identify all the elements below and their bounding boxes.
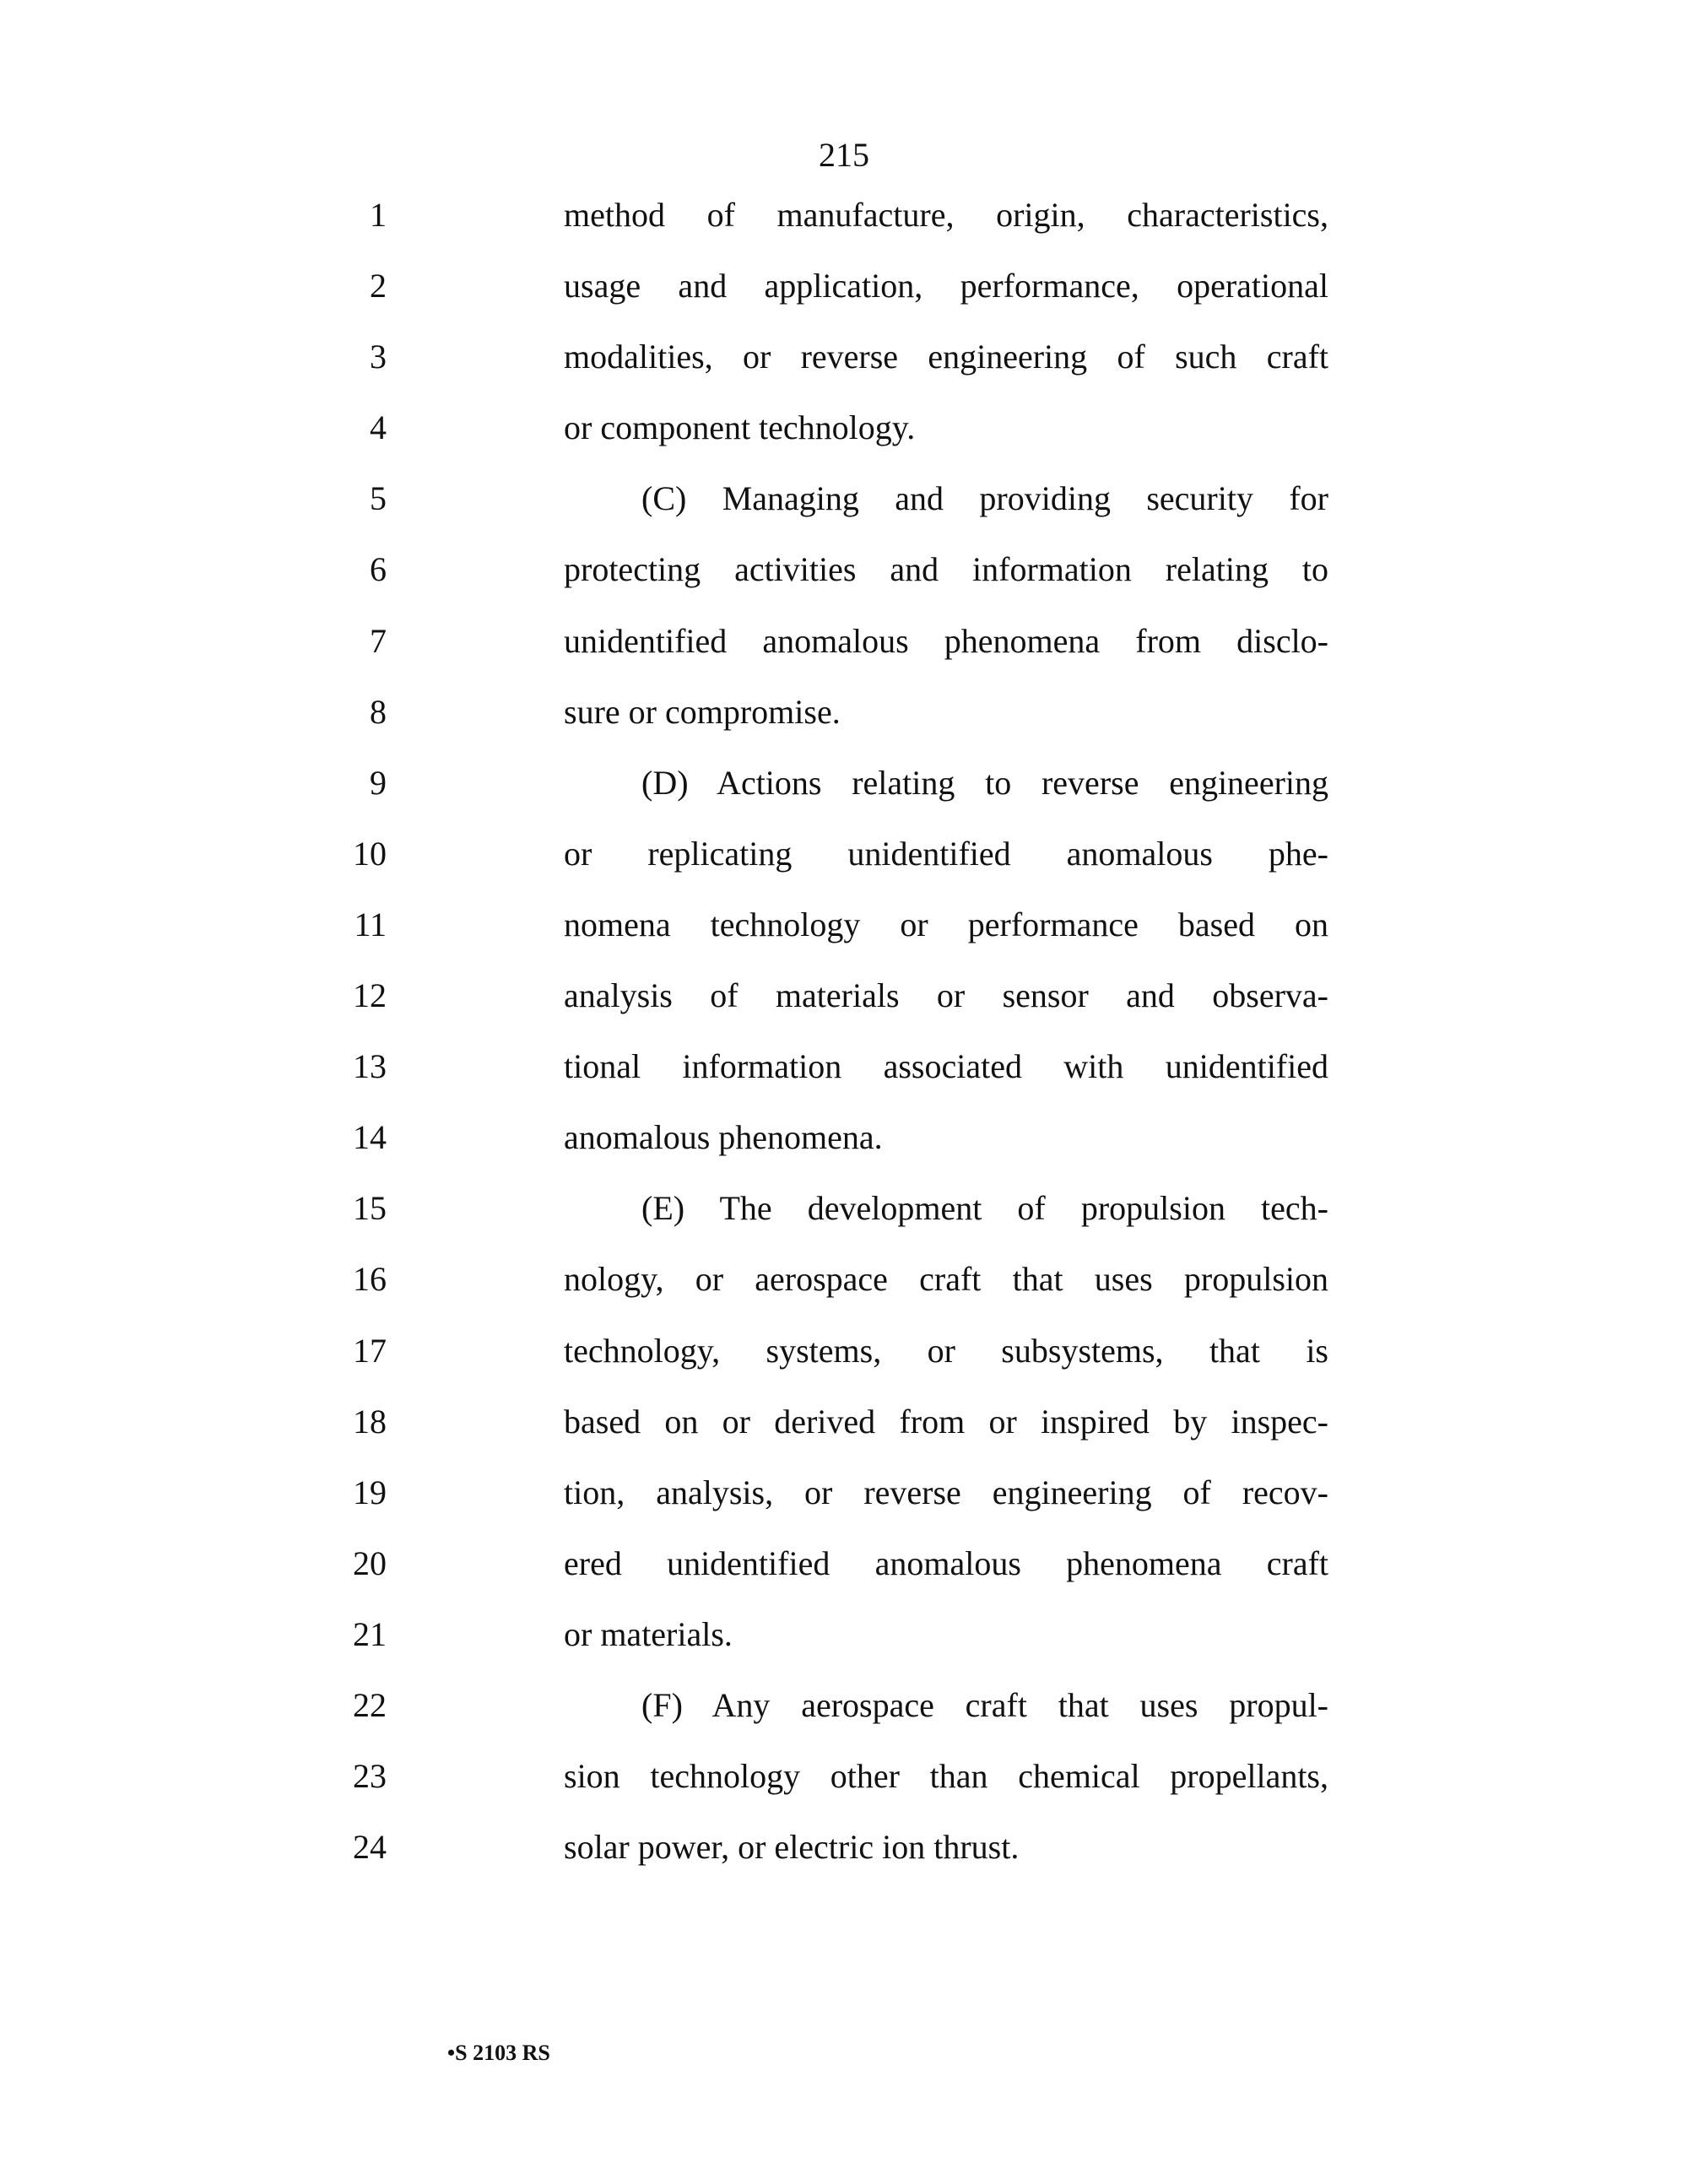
line-text bbox=[564, 1397, 1328, 1447]
numbered-line bbox=[0, 970, 1688, 1041]
line-number: 4 bbox=[370, 408, 387, 447]
line-number: 6 bbox=[370, 550, 387, 589]
line-number: 9 bbox=[370, 763, 387, 802]
numbered-line bbox=[0, 1326, 1688, 1397]
line-text bbox=[564, 970, 1328, 1021]
line-text bbox=[641, 473, 1328, 524]
line-number: 2 bbox=[370, 267, 387, 305]
line-number: 7 bbox=[370, 621, 387, 660]
line-number: 12 bbox=[353, 976, 387, 1015]
numbered-line bbox=[0, 1397, 1688, 1468]
bill-text-body bbox=[0, 190, 1688, 1893]
numbered-line bbox=[0, 1468, 1688, 1538]
line-number: 13 bbox=[353, 1047, 387, 1086]
line-text-content: solar power, or electric ion thrust. bbox=[564, 1828, 1020, 1867]
line-text bbox=[564, 403, 1328, 453]
line-number: 20 bbox=[353, 1543, 387, 1582]
line-text bbox=[564, 332, 1328, 382]
numbered-line bbox=[0, 616, 1688, 687]
line-text bbox=[564, 1822, 1328, 1873]
line-text-content: usage and application, performance, operational bbox=[564, 267, 1328, 305]
line-text-content: nomena technology or performance based on bbox=[564, 905, 1328, 943]
line-number: 16 bbox=[353, 1260, 387, 1299]
line-text-content: tion, analysis, or reverse engineering of recov- bbox=[564, 1473, 1328, 1511]
line-text bbox=[564, 616, 1328, 667]
numbered-line bbox=[0, 758, 1688, 829]
numbered-line bbox=[0, 1680, 1688, 1751]
line-text bbox=[564, 544, 1328, 595]
numbered-line bbox=[0, 544, 1688, 615]
line-text-content: ered unidentified anomalous phenomena craft bbox=[564, 1543, 1328, 1582]
line-number: 18 bbox=[353, 1402, 387, 1441]
line-text bbox=[564, 829, 1328, 879]
line-number: 5 bbox=[370, 479, 387, 518]
numbered-line bbox=[0, 403, 1688, 473]
line-text-content: (F) Any aerospace craft that uses propul- bbox=[641, 1685, 1328, 1724]
line-number: 15 bbox=[353, 1189, 387, 1228]
line-text-content: sion technology other than chemical propellants, bbox=[564, 1757, 1328, 1796]
line-text bbox=[564, 190, 1328, 241]
numbered-line bbox=[0, 687, 1688, 758]
line-number: 11 bbox=[354, 905, 387, 943]
numbered-line bbox=[0, 1254, 1688, 1325]
line-text-content: nology, or aerospace craft that uses propulsion bbox=[564, 1260, 1328, 1299]
numbered-line bbox=[0, 1538, 1688, 1609]
line-number: 1 bbox=[370, 196, 387, 234]
line-number: 23 bbox=[353, 1757, 387, 1796]
line-text bbox=[564, 1112, 1328, 1163]
numbered-line bbox=[0, 1751, 1688, 1822]
line-number: 22 bbox=[353, 1685, 387, 1724]
line-text-content: (C) Managing and providing security for bbox=[641, 479, 1328, 518]
numbered-line bbox=[0, 1112, 1688, 1183]
line-number: 19 bbox=[353, 1473, 387, 1511]
numbered-line bbox=[0, 332, 1688, 403]
numbered-line bbox=[0, 900, 1688, 970]
bill-identifier-footer: •S 2103 RS bbox=[447, 2041, 550, 2065]
line-text bbox=[564, 1254, 1328, 1305]
line-text-content: modalities, or reverse engineering of such craft bbox=[564, 338, 1328, 376]
line-number: 24 bbox=[353, 1828, 387, 1867]
line-text bbox=[564, 1326, 1328, 1376]
line-number: 10 bbox=[353, 834, 387, 873]
line-text bbox=[641, 1183, 1328, 1234]
line-number: 14 bbox=[353, 1118, 387, 1157]
line-text-content: sure or compromise. bbox=[564, 692, 841, 731]
line-text-content: tional information associated with unidentified bbox=[564, 1047, 1328, 1086]
page-number: 215 bbox=[819, 136, 869, 174]
line-text-content: (D) Actions relating to reverse engineering bbox=[641, 763, 1328, 802]
numbered-line bbox=[0, 829, 1688, 900]
numbered-line bbox=[0, 1041, 1688, 1112]
line-text bbox=[564, 1468, 1328, 1518]
line-text-content: technology, systems, or subsystems, that is bbox=[564, 1331, 1328, 1370]
line-text-content: or component technology. bbox=[564, 408, 916, 447]
line-text bbox=[564, 1751, 1328, 1802]
line-text-content: based on or derived from or inspired by inspec- bbox=[564, 1402, 1328, 1441]
line-text-content: anomalous phenomena. bbox=[564, 1118, 883, 1157]
numbered-line bbox=[0, 1183, 1688, 1254]
line-number: 17 bbox=[353, 1331, 387, 1370]
numbered-line bbox=[0, 190, 1688, 261]
line-text-content: or materials. bbox=[564, 1614, 733, 1653]
line-text bbox=[564, 1538, 1328, 1589]
numbered-line bbox=[0, 261, 1688, 332]
numbered-line bbox=[0, 1609, 1688, 1680]
line-text-content: analysis of materials or sensor and observa- bbox=[564, 976, 1328, 1015]
line-text bbox=[564, 261, 1328, 311]
line-number: 8 bbox=[370, 692, 387, 731]
line-number: 3 bbox=[370, 338, 387, 376]
line-text-content: unidentified anomalous phenomena from disclo- bbox=[564, 621, 1328, 660]
line-text-content: (E) The development of propulsion tech- bbox=[641, 1189, 1328, 1228]
line-text-content: method of manufacture, origin, characteristics, bbox=[564, 196, 1328, 234]
numbered-line bbox=[0, 473, 1688, 544]
numbered-line bbox=[0, 1822, 1688, 1893]
line-text bbox=[564, 1609, 1328, 1660]
line-text bbox=[641, 1680, 1328, 1731]
line-text bbox=[564, 1041, 1328, 1092]
line-text bbox=[564, 687, 1328, 738]
line-text-content: protecting activities and information relating to bbox=[564, 550, 1328, 589]
line-number: 21 bbox=[353, 1614, 387, 1653]
line-text bbox=[641, 758, 1328, 808]
line-text bbox=[564, 900, 1328, 950]
line-text-content: or replicating unidentified anomalous phe- bbox=[564, 834, 1328, 873]
